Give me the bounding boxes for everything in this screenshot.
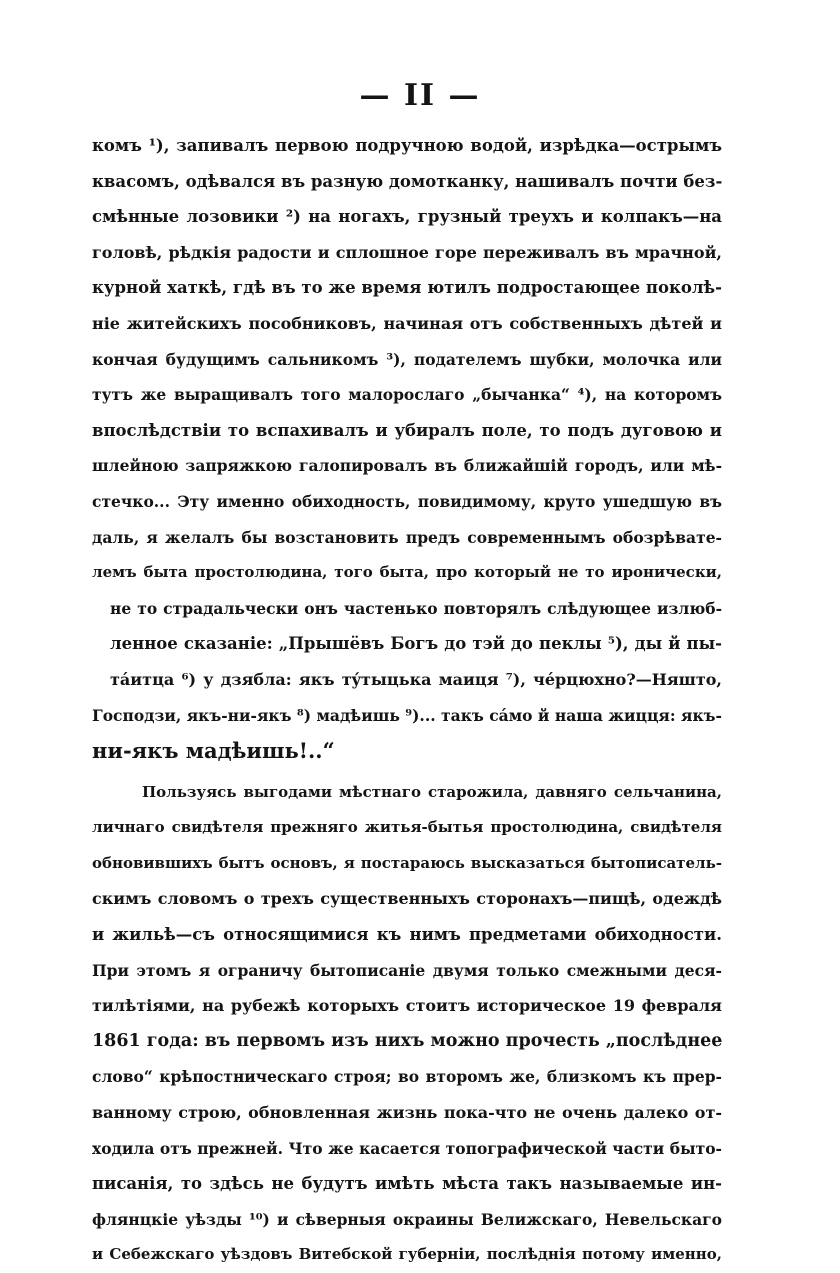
text-line: обновившихъ бытъ основъ, я постараюсь высказаться бытописатель- [92, 853, 722, 872]
text-line: даль, я желалъ бы возстановить предъ современнымъ обозрѣвате- [92, 527, 722, 547]
paragraph-1 [92, 128, 722, 769]
text-line: стечко... Эту именно обиходность, повидимому, круто ушедшую въ [92, 491, 722, 511]
text-line: лемъ быта простолюдина, того быта, про который не то иронически, [92, 563, 722, 582]
text-line: тáитца ⁶) у дзябла: якъ тýтыцька маиця ⁷), чéрцюхно?—Няшто, [110, 669, 722, 689]
paragraph-2 [92, 775, 722, 1273]
text-line: скимъ словомъ о трехъ существенныхъ сторонахъ—пищѣ, одеждѣ [92, 889, 722, 909]
text-line: слово“ крѣпостническаго строя; во второмъ же, близкомъ къ прер- [92, 1067, 722, 1087]
text-line: ни-якъ мадѣишь!..“ [92, 738, 335, 764]
text-line: ходила отъ прежней. Что же касается топографической части быто- [92, 1138, 722, 1158]
text-line: флянцкіе уѣзды ¹⁰) и сѣверныя окраины Велижскаго, Невельскаго [92, 1209, 722, 1229]
body-text [92, 128, 722, 1273]
text-line: смѣнные лозовики ²) на ногахъ, грузный треухъ и колпакъ—на [92, 207, 722, 227]
text-line: При этомъ я ограничу бытописаніе двумя только смежными деся- [92, 960, 722, 980]
text-line: шлейною запряжкою галопировалъ въ ближайшій городъ, или мѣ- [92, 456, 722, 476]
text-line: головѣ, рѣдкія радости и сплошное горе переживалъ въ мрачной, [92, 242, 722, 262]
text-line: квасомъ, одѣвался въ разную домотканку, нашивалъ почти без- [92, 171, 722, 191]
page-number: — II — [359, 78, 481, 113]
text-line: тилѣтіями, на рубежѣ которыхъ стоитъ историческое 19 февраля [92, 996, 722, 1016]
text-line: 1861 года: въ первомъ изъ нихъ можно прочесть „послѣднее [92, 1030, 722, 1051]
text-line: кончая будущимъ сальникомъ ³), подателемъ шубки, молочка или [92, 349, 722, 369]
text-line: и жильѣ—съ относящимися къ нимъ предметами обиходности. [92, 925, 722, 945]
text-line: личнаго свидѣтеля прежняго житья-бытья простолюдина, свидѣтеля [92, 818, 722, 837]
text-line: ванному строю, обновленная жизнь пока-что не очень далеко от- [92, 1103, 722, 1123]
text-line: тутъ же выращивалъ того малорослаго „бычанка“ ⁴), на которомъ [92, 385, 722, 405]
text-line: впослѣдствіи то вспахивалъ и убиралъ поле, то подъ дуговою и [92, 420, 722, 440]
text-line: писанія, то здѣсь не будутъ имѣть мѣста такъ называемые ин- [92, 1174, 722, 1194]
text-line: не то страдальчески онъ частенько повторялъ слѣдующее излюб- [110, 598, 722, 618]
text-line: ніе житейскихъ пособниковъ, начиная отъ собственныхъ дѣтей и [92, 313, 722, 333]
text-line: Пользуясь выгодами мѣстнаго старожила, давняго сельчанина, [142, 782, 722, 801]
text-line: и Себежскаго уѣздовъ Витебской губерніи, послѣднія потому именно, [92, 1245, 722, 1264]
text-line: Господзи, якъ-ни-якъ ⁸) мадѣишь ⁹)... такъ сáмо й наша жицця: якъ- [92, 705, 722, 725]
text-line: комъ ¹), запивалъ первою подручною водой, изрѣдка—острымъ [92, 136, 722, 155]
text-line: курной хаткѣ, гдѣ въ то же время ютилъ подростающее поколѣ- [92, 278, 722, 298]
text-line: ленное сказаніе: „Прышёвъ Богъ до тэй до пеклы ⁵), ды й пы- [110, 634, 722, 654]
